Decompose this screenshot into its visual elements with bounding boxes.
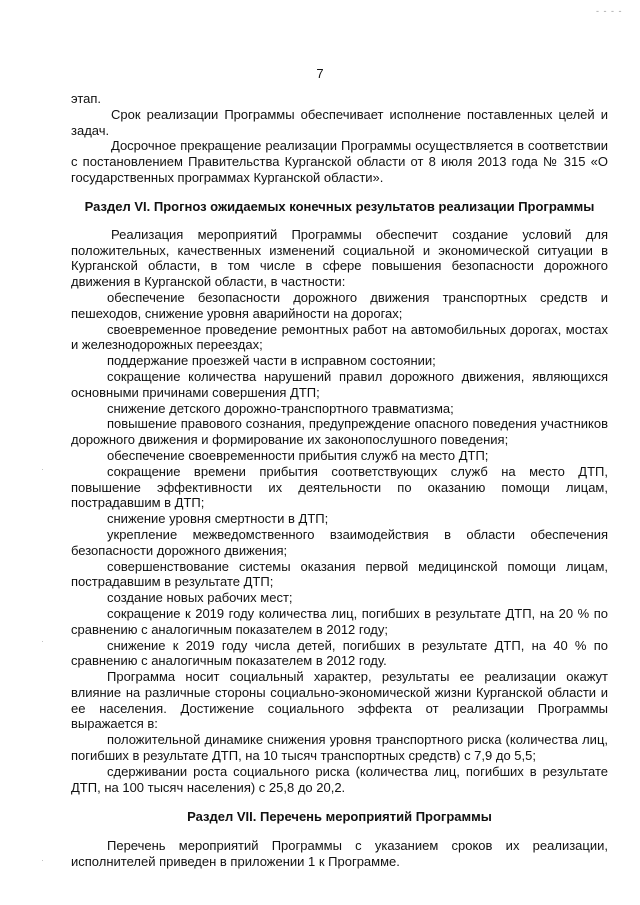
section-7-paragraph: Перечень мероприятий Программы с указанием сроков их реализации, исполнителей приведен в приложении 1 к Программе. — [71, 838, 608, 870]
intro-paragraph: Срок реализации Программы обеспечивает исполнение поставленных целей и задач. — [71, 106, 608, 138]
result-item: поддержание проезжей части в исправном состоянии; — [107, 353, 436, 369]
margin-mark: · — [41, 636, 44, 646]
intro-paragraph: этап. — [71, 91, 102, 106]
section-7-heading: Раздел VII. Перечень мероприятий Программы — [187, 809, 492, 825]
social-effect-paragraph: Программа носит социальный характер, результаты ее реализации окажут влияние на различные стороны социально-экономической жизни Курганской области и ее населения. Достижение социального эффекта от реализации Программы выражается в: — [71, 669, 608, 732]
result-item: совершенствование системы оказания первой медицинской помощи лицам, пострадавшим в результате ДТП; — [71, 558, 608, 590]
result-item: снижение уровня смертности в ДТП; — [107, 511, 329, 527]
margin-mark: · — [41, 464, 44, 474]
margin-mark: · — [41, 855, 44, 865]
section-6-lead: Реализация мероприятий Программы обеспечит создание условий для положительных, качественных изменений социальной и экономической ситуации в Курганской области, в том числе в сфере повышения безопасности дорожного движения в Курганской области, в частности: — [71, 226, 608, 290]
result-item: обеспечение безопасности дорожного движения транспортных средств и пешеходов, снижение уровня аварийности на дорогах; — [71, 289, 608, 321]
result-item: сокращение количества нарушений правил дорожного движения, являющихся основными причинами совершения ДТП; — [71, 368, 608, 400]
result-item: своевременное проведение ремонтных работ на автомобильных дорогах, мостах и железнодорожных переездах; — [71, 321, 608, 353]
result-item: обеспечение своевременности прибытия служб на место ДТП; — [107, 447, 489, 463]
effect-item: сдерживании роста социального риска (количества лиц, погибших в результате ДТП, на 100 тысяч населения) с 25,8 до 20,2. — [71, 763, 608, 795]
result-item: создание новых рабочих мест; — [107, 590, 293, 606]
result-item: сокращение к 2019 году количества лиц, погибших в результате ДТП, на 20 % по сравнению с аналогичным показателем в 2012 году; — [71, 605, 608, 637]
result-item: повышение правового сознания, предупреждение опасного поведения участников дорожного движения и формирование их законопослушного поведения; — [71, 416, 608, 448]
result-item: укрепление межведомственного взаимодействия в области обеспечения безопасности дорожного движения; — [71, 526, 608, 558]
page-number: 7 — [316, 66, 324, 81]
effect-item: положительной динамике снижения уровня транспортного риска (количества лиц, погибших в результате ДТП, на 10 тысяч транспортных средств) с 7,9 до 5,5; — [71, 732, 608, 764]
result-item: сокращение времени прибытия соответствующих служб на место ДТП, повышение эффективности их деятельности по оказанию помощи лицам, пострадавшим в ДТП; — [71, 463, 608, 511]
document-body — [71, 91, 608, 870]
intro-paragraph: Досрочное прекращение реализации Программы осуществляется в соответствии с постановлением Правительства Курганской области от 8 июля 2013 года № 315 «О государственных программах Курганской области». — [71, 138, 608, 185]
section-6-heading: Раздел VI. Прогноз ожидаемых конечных результатов реализации Программы — [84, 198, 595, 214]
corner-scan-mark: - - - - — [596, 6, 623, 16]
result-item: снижение к 2019 году числа детей, погибших в результате ДТП, на 40 % по сравнению с аналогичным показателем в 2012 году. — [71, 637, 608, 669]
result-item: снижение детского дорожно-транспортного травматизма; — [107, 400, 454, 416]
